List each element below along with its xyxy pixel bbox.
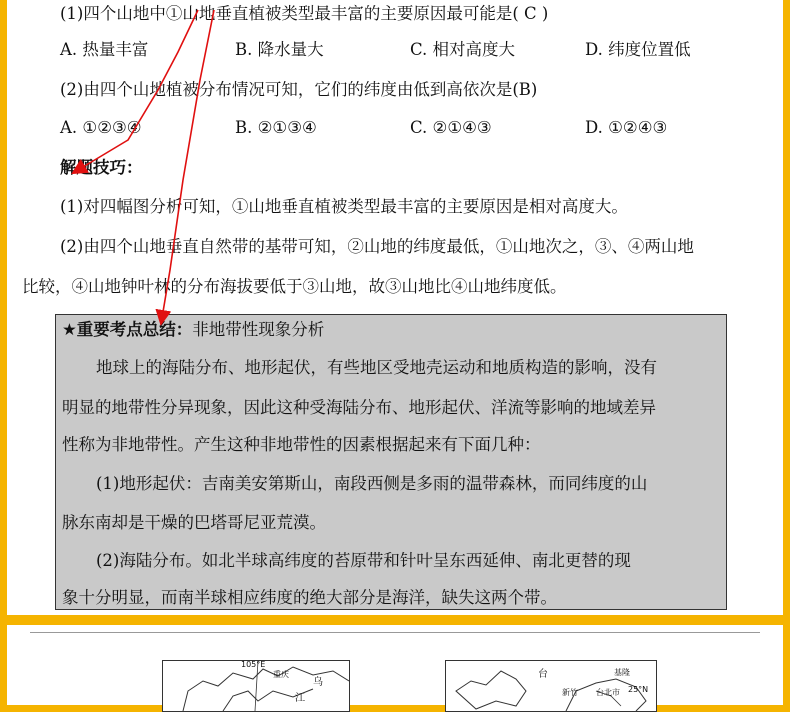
bottom-panel <box>7 625 783 705</box>
q2-option-a: A. ①②③④ <box>60 118 142 137</box>
tips-line-1: (1)对四幅图分析可知，①山地垂直植被类型最丰富的主要原因是相对高度大。 <box>60 197 628 216</box>
q2-option-d: D. ①②④③ <box>585 118 668 137</box>
map-left-city: 重庆 <box>273 670 289 679</box>
summary-p2-line1: (1)地形起伏：吉南美安第斯山，南段西侧是多雨的温带森林，而同纬度的山 <box>96 474 648 493</box>
map-left-label-2: 江 <box>295 693 305 704</box>
summary-title-topic: 非地带性现象分析 <box>192 320 325 339</box>
map-left <box>162 660 350 712</box>
summary-p1-line2: 明显的地带性分异现象，因此这种受海陆分布、地形起伏、洋流等影响的地域差异 <box>62 398 656 417</box>
q2-option-b: B. ②①③④ <box>235 118 317 137</box>
summary-p2-line2: 脉东南却是干燥的巴塔哥尼亚荒漠。 <box>62 513 326 532</box>
summary-title-label: ★重要考点总结： <box>62 320 193 339</box>
tips-heading: 解题技巧： <box>60 158 143 177</box>
q1-option-a: A. 热量丰富 <box>60 40 149 59</box>
summary-p1-line3: 性称为非地带性。产生这种非地带性的因素根据起来有下面几种： <box>62 435 541 454</box>
map-right-label-2: 基隆 <box>614 668 630 677</box>
summary-title <box>62 320 324 340</box>
q1-option-c: C. 相对高度大 <box>410 40 516 59</box>
map-right-label-1: 台 <box>538 669 548 680</box>
map-right-label-3: 新竹 <box>562 688 578 697</box>
q2-option-c: C. ②①④③ <box>410 118 492 137</box>
summary-p3-line1: (2)海陆分布。如北半球高纬度的苔原带和针叶呈东西延伸、南北更替的现 <box>96 551 631 570</box>
map-left-lon: 105°E <box>241 660 266 669</box>
tips-line-2: (2)由四个山地垂直自然带的基带可知，②山地的纬度最低，①山地次之，③、④两山地 <box>60 237 694 256</box>
summary-box <box>55 314 727 610</box>
summary-p1-line1: 地球上的海陆分布、地形起伏，有些地区受地壳运动和地质构造的影响，没有 <box>96 358 657 377</box>
tips-line-3: 比较，④山地钟叶林的分布海拔要低于③山地，故③山地比④山地纬度低。 <box>22 277 567 296</box>
map-left-label-1: 乌 <box>313 677 323 688</box>
map-right <box>445 660 657 712</box>
q1-stem: (1)四个山地中①山地垂直植被类型最丰富的主要原因最可能是( C ) <box>60 4 549 23</box>
summary-p3-line2: 象十分明显，而南半球相应纬度的绝大部分是海洋，缺失这两个带。 <box>62 588 557 607</box>
map-right-lat: 25°N <box>628 685 649 694</box>
q1-option-b: B. 降水量大 <box>235 40 324 59</box>
divider-line <box>30 632 760 633</box>
q2-stem: (2)由四个山地植被分布情况可知，它们的纬度由低到高依次是(B) <box>60 80 538 99</box>
map-right-label-4: 台北市 <box>596 688 620 697</box>
q1-option-d: D. 纬度位置低 <box>585 40 691 59</box>
